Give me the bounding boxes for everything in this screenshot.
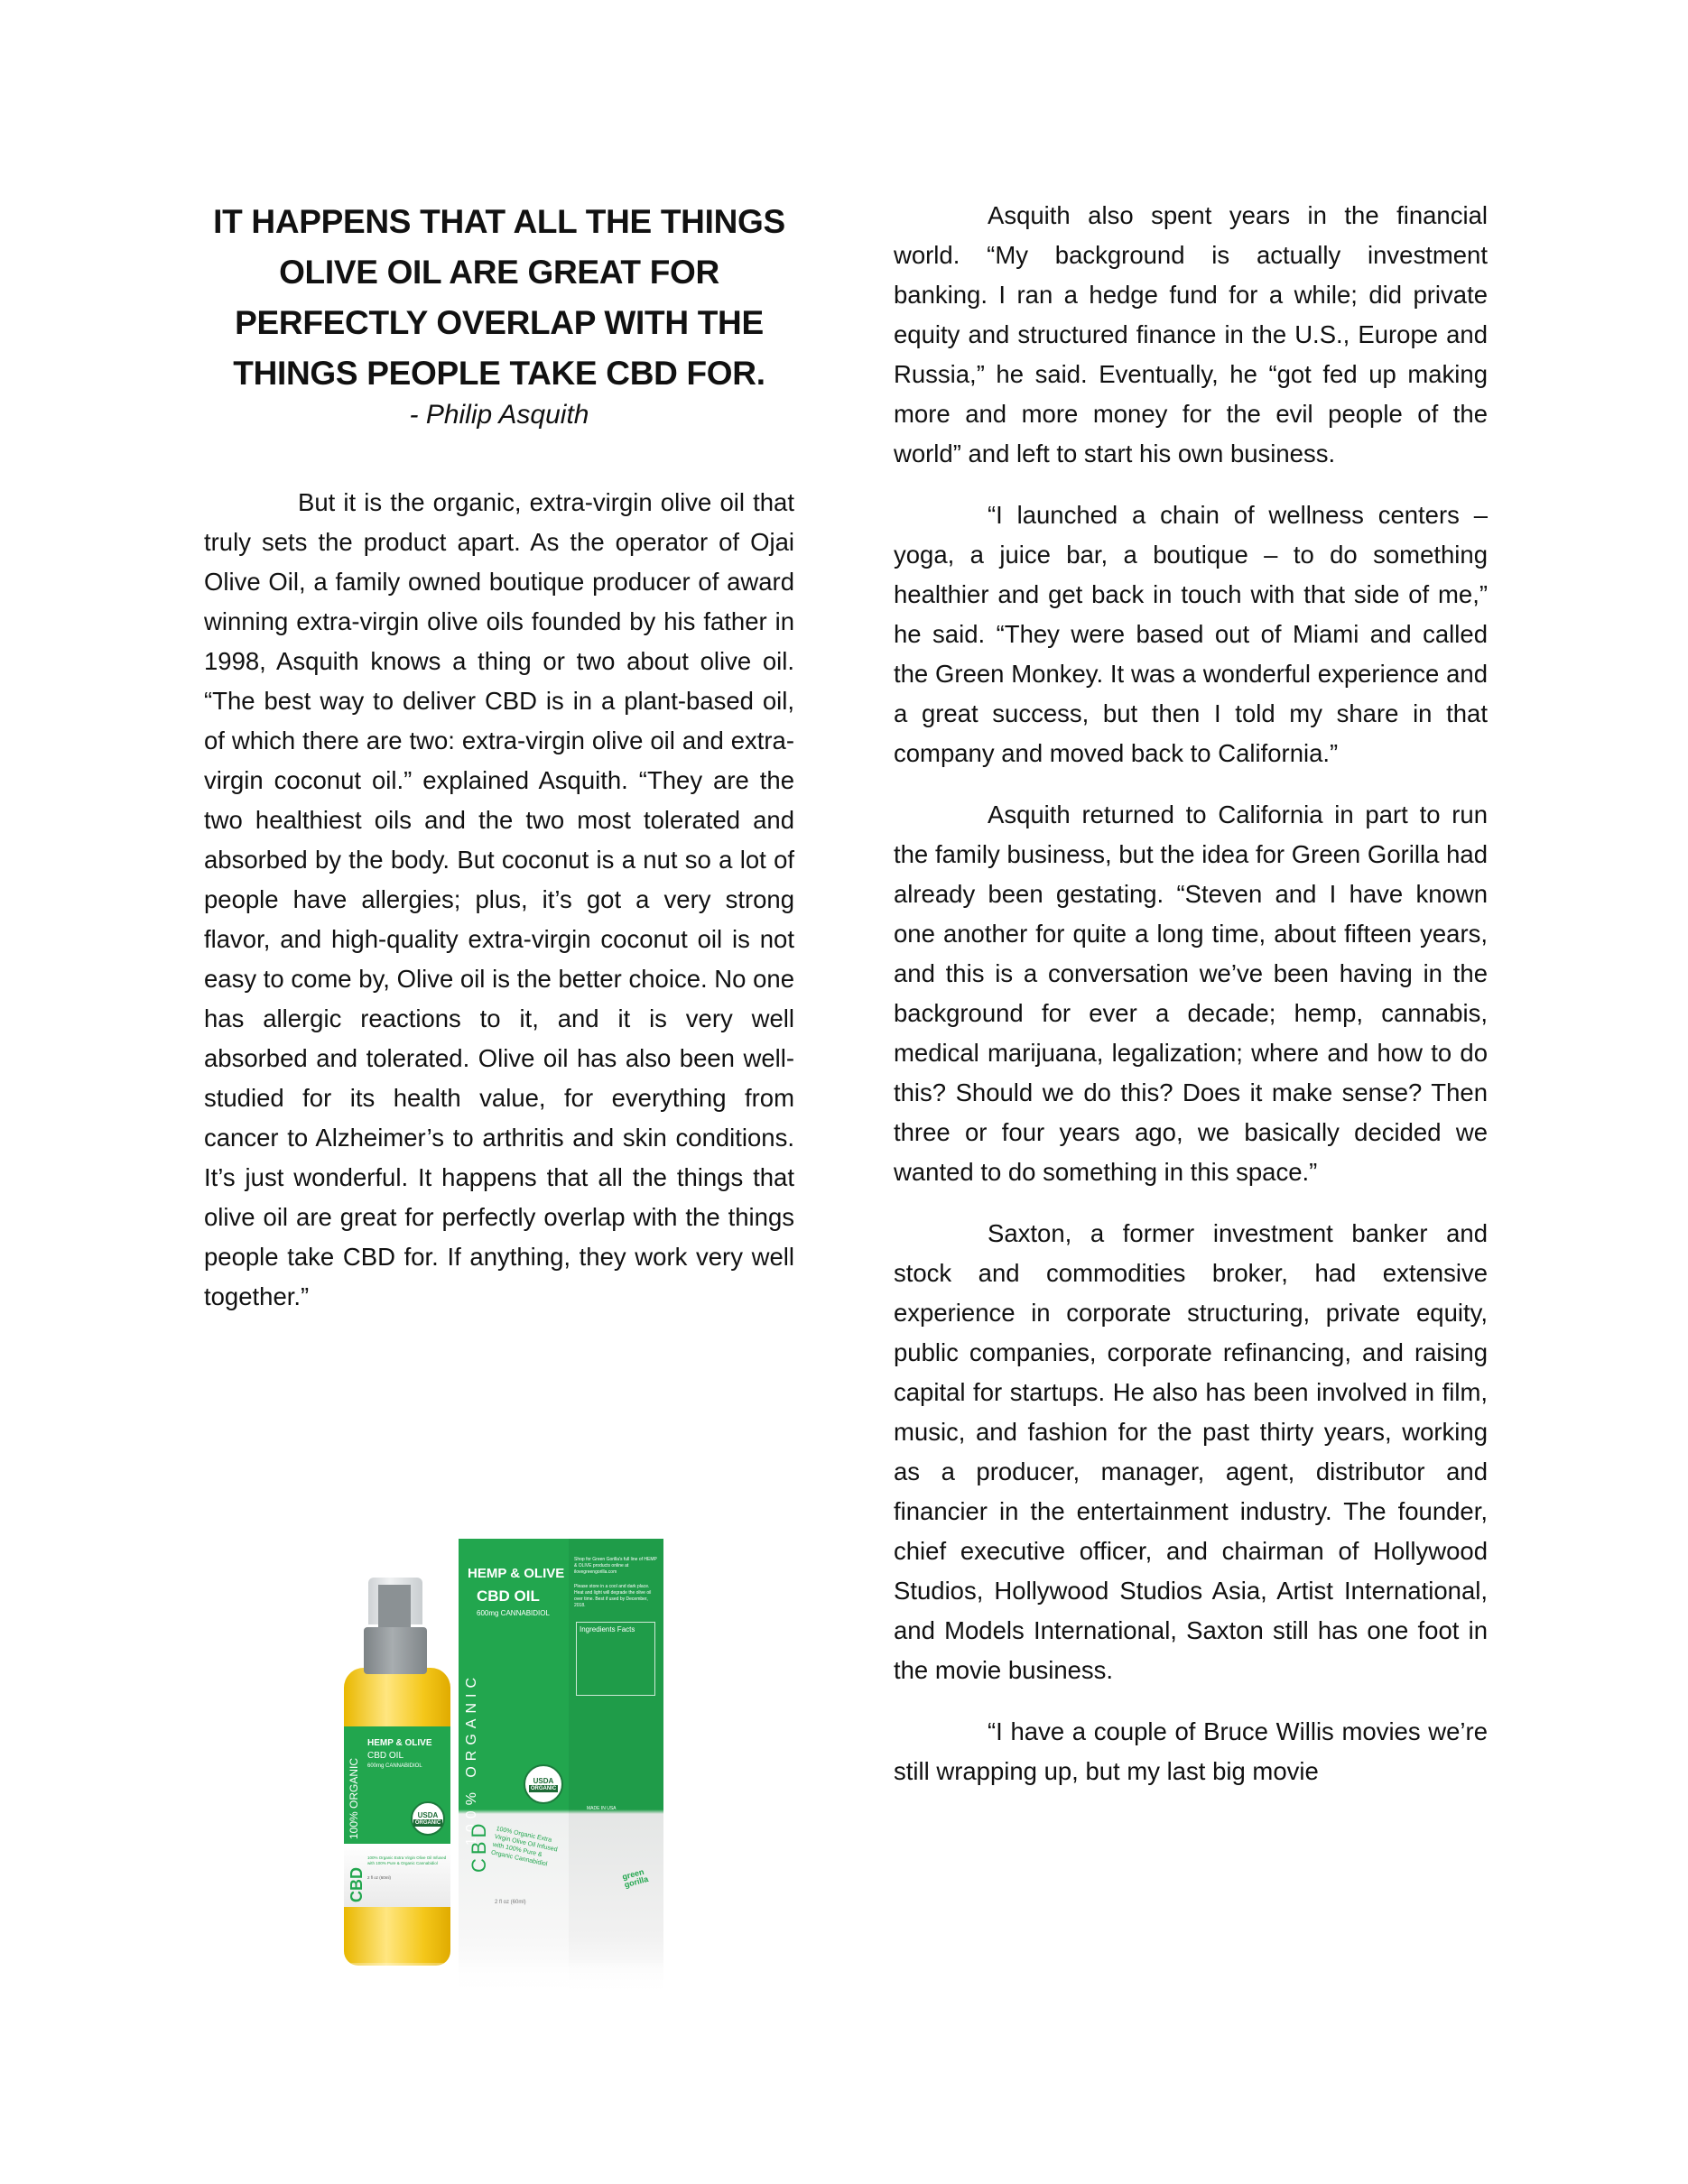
box-storage-text: Please store in a cool and dark place. Heat and light will degrade the olive oil over time. Best if used by December, 2018.: [574, 1584, 652, 1608]
usda-organic-seal-icon: USDA ORGANIC: [411, 1801, 445, 1836]
pull-quote-line: OLIVE OIL ARE GREAT FOR: [279, 254, 719, 291]
body-paragraph: Saxton, a former investment banker and stock and commodities broker, had extensive experience in corporate structuring, private equity, public companies, corporate refinancing, and raising capital for startups. He also has been involved in film, music, and fashion for the past thirty years, working as a producer, manager, agent, distributor and financier in the entertainment industry. The founder, chief executive officer, and chairman of Hollywood Studios, Hollywood Studios Asia, Artist International, and Models International, Saxton still has one foot in the movie business.: [894, 1219, 1488, 1684]
bottle-cbd-label: CBD: [348, 1867, 366, 1902]
product-photo: [316, 1525, 686, 2026]
bottle-title: HEMP & OLIVE: [367, 1738, 432, 1748]
box-side-text: Shop for Green Gorilla's full line of HEMP & OLIVE products online at ilovegreengorilla.com: [574, 1557, 657, 1575]
box-cbd-label: CBD: [468, 1819, 490, 1873]
green-gorilla-logo-icon: green gorilla: [621, 1866, 650, 1890]
box-title: HEMP & OLIVE: [468, 1566, 565, 1581]
pull-quote-line: PERFECTLY OVERLAP WITH THE: [235, 304, 764, 341]
box-volume: 2 fl oz (60ml): [495, 1900, 526, 1905]
body-paragraph: But it is the organic, extra-virgin olive oil that truly sets the product apart. As the operator of Ojai Olive Oil, a family owned boutique producer of award winning extra-virgin olive oils founded by his father in 1998, Asquith knows a thing or two about olive oil. “The best way to deliver CBD is in a plant-based oil, of which there are two: extra-virgin olive oil and extra-virgin coconut oil.” explained Asquith. “They are the two healthiest oils and the two most tolerated and absorbed by the body. But coconut is a nut so a lot of people have allergies; plus, it’s got a very strong flavor, and high-quality extra-virgin coconut oil is not easy to come by, Olive oil is the better choice. No one has allergic reactions to it, and it is very well absorbed and tolerated. Olive oil has also been well-studied for its health value, for everything from cancer to Alzheimer’s to arthritis and skin conditions. It’s just wonderful. It happens that all the things that olive oil are great for perfectly overlap with the things people take CBD for. If anything, they work very well together.”: [204, 488, 794, 1310]
pull-quote-line: IT HAPPENS THAT ALL THE THINGS: [213, 203, 785, 240]
pull-quote: [204, 197, 794, 435]
bottle-pump: [378, 1585, 411, 1630]
body-paragraph: Asquith also spent years in the financial world. “My background is actually investment banking. I ran a hedge fund for a while; did private equity and structured finance in the U.S., Europe and Russia,” he said. Eventually, he “got fed up making more and more money for the evil people of the world” and left to start his own business.: [894, 201, 1488, 467]
pull-quote-attribution: - Philip Asquith: [409, 400, 589, 430]
body-paragraph: Asquith returned to California in part to run the family business, but the idea for Green Gorilla had already been gestating. “Steven and I have known one another for quite a long time, about fifteen years, and this is a conversation we’ve been having in the background for ever a decade; hemp, cannabis, medical marijuana, legalization; where and how to do this? Should we do this? Does it make sense? Then three or four years ago, we basically decided we wanted to do something in this space.”: [894, 800, 1488, 1186]
bottle-lower-text: 100% Organic Extra Virgin Olive Oil Infused with 100% Pure & Organic Cannabidiol: [367, 1855, 447, 1865]
product-box: [459, 1539, 663, 2031]
body-paragraph: “I have a couple of Bruce Willis movies we’re still wrapping up, but my last big movie: [894, 1717, 1488, 1785]
right-text-column: [894, 196, 1488, 1791]
left-text-column: [204, 483, 794, 1317]
product-bottle: [337, 1578, 454, 1975]
usda-organic-seal-icon: USDA ORGANIC: [524, 1764, 563, 1804]
box-strength: 600mg CANNABIDIOL: [477, 1609, 550, 1617]
ingredients-facts-panel: Ingredients Facts: [576, 1622, 655, 1696]
box-side-face: [569, 1539, 663, 1990]
box-vertical-organic: 100% ORGANIC: [464, 1671, 479, 1846]
box-subtitle: CBD OIL: [477, 1587, 540, 1605]
product-reflection: [316, 1963, 686, 2026]
bottle-collar: [364, 1627, 427, 1674]
bottle-subtitle: CBD OIL: [367, 1751, 404, 1761]
bottle-strength: 600mg CANNABIDIOL: [367, 1763, 422, 1769]
body-paragraph: “I launched a chain of wellness centers – yoga, a juice bar, a boutique – to do something healthier and get back in touch with that side of me,” he said. “They were based out of Miami and called the Green Monkey. It was a wonderful experience and a great success, but then I told my share in that company and moved back to California.”: [894, 501, 1488, 767]
box-made-in: MADE IN USA: [587, 1806, 617, 1811]
box-front-lower-text: 100% Organic Extra Virgin Olive Oil Infused with 100% Pure & Organic Cannabidiol: [490, 1826, 559, 1868]
box-front-face: [459, 1539, 569, 1990]
bottle-vertical-organic: 100% ORGANIC: [348, 1757, 360, 1839]
pull-quote-line: THINGS PEOPLE TAKE CBD FOR.: [233, 355, 765, 392]
bottle-volume: 2 fl oz (60ml): [367, 1875, 392, 1880]
